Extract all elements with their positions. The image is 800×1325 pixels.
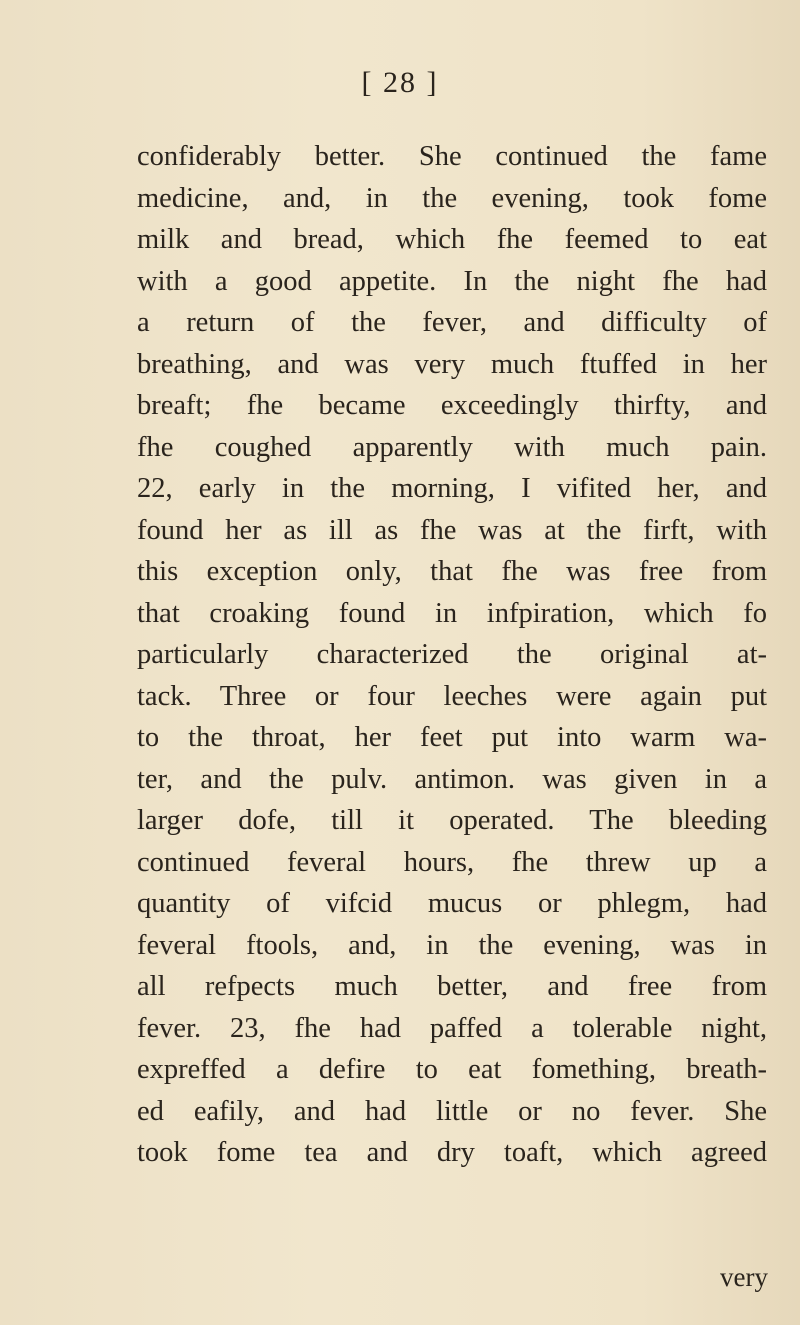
text-line: a return of the fever, and difficulty of	[137, 307, 767, 338]
text-line: that croaking found in infpiration, which fo	[137, 597, 767, 629]
text-line: larger dofe, till it operated. The bleeding	[137, 805, 767, 836]
text-line: medicine, and, in the evening, took fome	[137, 182, 767, 214]
text-line: tack. Three or four leeches were again put	[137, 680, 767, 712]
text-line: to the throat, her feet put into warm wa-	[137, 722, 767, 753]
text-line: fhe coughed apparently with much pain.	[137, 431, 767, 463]
catchword: very	[720, 1262, 768, 1292]
text-line: ed eafily, and had little or no fever. She	[137, 1095, 767, 1127]
text-line: feveral ftools, and, in the evening, was in	[137, 929, 767, 961]
text-line: took fome tea and dry toaft, which agreed	[137, 1137, 767, 1168]
text-line: 22, early in the morning, I vifited her, and	[137, 473, 767, 504]
text-line: this exception only, that fhe was free from	[137, 556, 767, 587]
text-line: fever. 23, fhe had paffed a tolerable night,	[137, 1012, 767, 1044]
text-line: continued feveral hours, fhe threw up a	[137, 846, 767, 878]
text-line: breaft; fhe became exceedingly thirfty, and	[137, 390, 767, 421]
body-text	[137, 136, 767, 1174]
text-line: breathing, and was very much ftuffed in her	[137, 348, 767, 380]
page-number: [ 28 ]	[361, 66, 439, 99]
text-line: milk and bread, which fhe feemed to eat	[137, 224, 767, 255]
text-line: with a good appetite. In the night fhe had	[137, 265, 767, 297]
text-line: quantity of vifcid mucus or phlegm, had	[137, 888, 767, 919]
text-line: expreffed a defire to eat fomething, breath-	[137, 1054, 767, 1085]
text-line: all refpects much better, and free from	[137, 971, 767, 1002]
text-line: confiderably better. She continued the fame	[137, 141, 767, 172]
text-line: particularly characterized the original at-	[137, 639, 767, 670]
text-line: found her as ill as fhe was at the firft, with	[137, 514, 767, 546]
text-line: ter, and the pulv. antimon. was given in a	[137, 763, 767, 795]
